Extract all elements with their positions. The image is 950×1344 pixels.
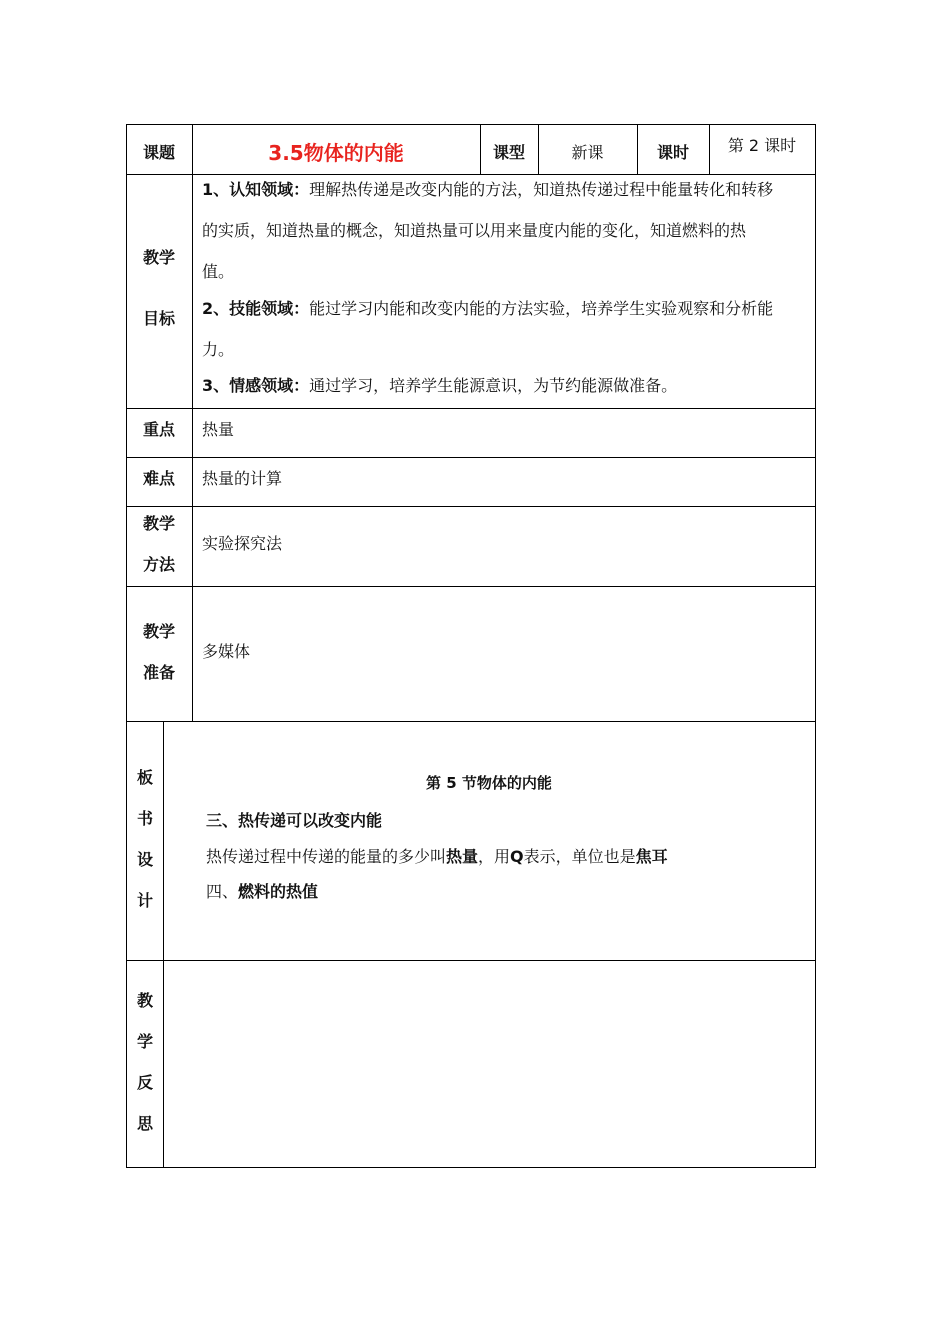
- difficulty-label: 难点: [142, 469, 175, 488]
- objective-affective: 3、情感领域：通过学习，培养学生能源意识，为节约能源做准备。: [202, 376, 678, 395]
- reflection-content-area[interactable]: [164, 961, 815, 1167]
- lesson-title: 3.5物体的内能: [268, 141, 404, 165]
- board-line-2: 热传递过程中传递的能量的多少叫热量，用Q表示，单位也是焦耳: [206, 847, 668, 866]
- class-period-value: 第 2 课时: [727, 136, 797, 155]
- board-line-3: 四、燃料的热值: [206, 882, 319, 901]
- board-title: 第 5 节物体的内能: [426, 774, 552, 792]
- key-point-value: 热量: [202, 420, 235, 439]
- lesson-type-label: 课型: [492, 143, 525, 162]
- objective-cognitive: 1、认知领域：理解热传递是改变内能的方法，知道热传递过程中能量转化和转移: [202, 180, 774, 199]
- method-label-1: 教学: [142, 514, 175, 533]
- board-label-char-2: 书: [136, 809, 153, 828]
- preparation-label-1: 教学: [142, 622, 175, 641]
- board-label-char-4: 计: [136, 891, 153, 910]
- difficulty-value: 热量的计算: [202, 469, 283, 488]
- board-label-char-3: 设: [136, 850, 153, 869]
- objective-cognitive-line-2: 的实质，知道热量的概念，知道热量可以用来量度内能的变化，知道燃料的热: [202, 221, 747, 240]
- reflection-label-char-4: 思: [136, 1114, 153, 1133]
- board-line-1: 三、热传递可以改变内能: [206, 811, 383, 830]
- preparation-label-2: 准备: [142, 663, 175, 682]
- reflection-label-char-1: 教: [136, 991, 153, 1010]
- objective-skill-line-2: 力。: [202, 340, 235, 359]
- method-value: 实验探究法: [202, 534, 283, 553]
- objective-skill: 2、技能领域：能过学习内能和改变内能的方法实验，培养学生实验观察和分析能: [202, 299, 774, 318]
- reflection-label-char-3: 反: [136, 1073, 153, 1092]
- method-label-2: 方法: [142, 555, 175, 574]
- class-period-label: 课时: [656, 143, 689, 162]
- objectives-label-1: 教学: [142, 248, 175, 267]
- lesson-type-value: 新课: [571, 143, 604, 162]
- objective-cognitive-line-3: 值。: [202, 262, 235, 281]
- key-point-label: 重点: [142, 420, 175, 439]
- preparation-value: 多媒体: [202, 642, 251, 661]
- reflection-label-char-2: 学: [136, 1032, 153, 1051]
- board-label-char-1: 板: [136, 768, 153, 787]
- topic-label: 课题: [142, 143, 175, 162]
- objectives-label-2: 目标: [142, 309, 175, 328]
